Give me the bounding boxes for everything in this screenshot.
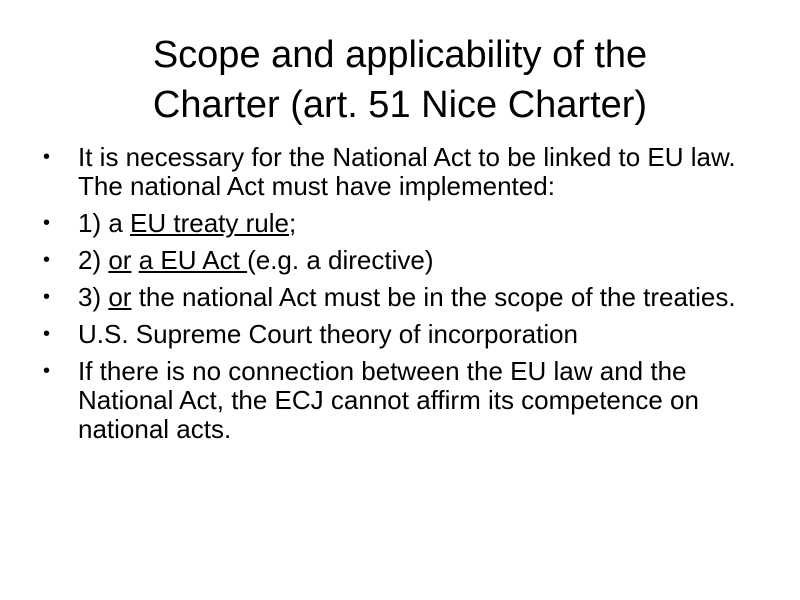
bullet-text-6: If there is no connection between the EU law and the National Act, the ECJ cannot affirm its competence on national acts. — [78, 356, 699, 444]
bullet-dot: • — [43, 146, 51, 168]
slide-title-line-1: Scope and applicability of the — [152, 34, 648, 76]
bullet-text-3-mid — [131, 245, 138, 275]
bullet-text-1: It is necessary for the National Act to be linked to EU law. The national Act must have implemented: — [78, 142, 736, 201]
bullet-item-6 — [40, 357, 760, 444]
bullet-text-2-suffix: ; — [288, 208, 297, 238]
or-link[interactable]: or — [108, 282, 132, 312]
or-link[interactable]: or — [108, 245, 132, 275]
bullet-dot: • — [43, 323, 51, 345]
slide-title-line-2: Charter (art. 51 Nice Charter) — [152, 84, 648, 126]
bullet-text-4-prefix: 3) — [78, 282, 109, 312]
bullet-text-2-prefix: 1) a — [78, 208, 131, 238]
bullet-dot: • — [43, 249, 51, 271]
bullet-text-3-suffix: (e.g. a directive) — [247, 245, 434, 275]
bullet-dot: • — [43, 360, 51, 382]
bullet-dot: • — [43, 212, 51, 234]
bullet-text-4-suffix: the national Act must be in the scope of the treaties. — [131, 282, 736, 312]
bullet-item-2 — [40, 209, 760, 238]
bullet-text-3-prefix: 2) — [78, 245, 109, 275]
eu-act-link[interactable]: a EU Act — [138, 245, 248, 275]
bullet-item-1 — [40, 143, 760, 201]
bullet-item-3 — [40, 246, 760, 275]
slide-title — [60, 30, 740, 130]
bullet-dot: • — [43, 286, 51, 308]
eu-treaty-rule-link[interactable]: EU treaty rule — [130, 208, 289, 238]
bullet-item-4 — [40, 283, 760, 312]
bullet-list — [40, 143, 760, 452]
bullet-item-5 — [40, 320, 760, 349]
bullet-text-5: U.S. Supreme Court theory of incorporation — [78, 319, 579, 349]
